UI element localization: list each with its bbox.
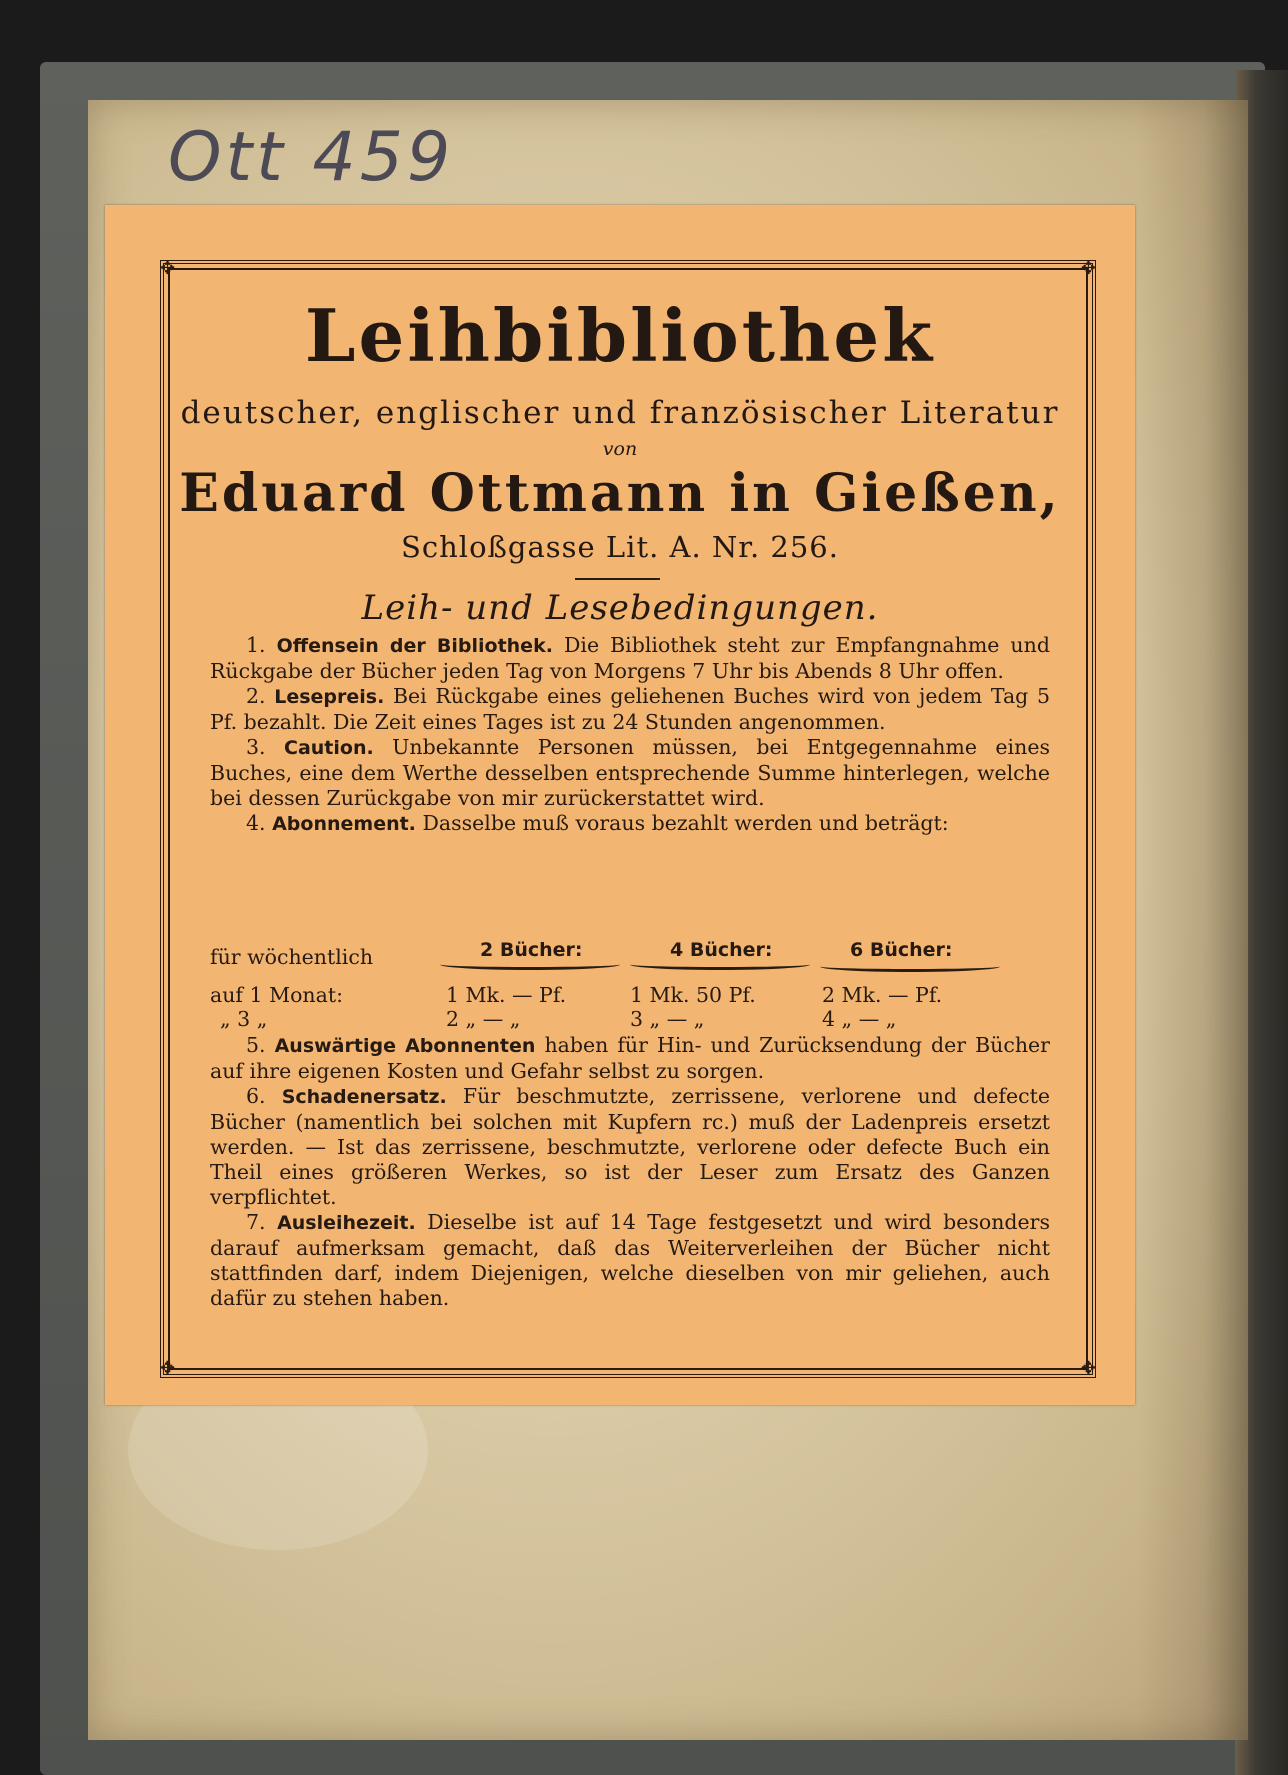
price-cell: 4 „ — „ — [822, 1007, 897, 1031]
label-subtitle: deutscher, englischer und französischer Literatur — [180, 395, 1060, 431]
handwritten-shelfmark: Ott 459 — [168, 118, 455, 197]
divider — [575, 578, 660, 580]
condition-paragraph: 4. Abonnement. Dasselbe muß voraus bezahlt werden und beträgt: — [246, 811, 949, 835]
price-cell: 2 „ — „ — [446, 1007, 521, 1031]
price-row-label: für wöchentlich — [210, 945, 374, 969]
price-cell: 3 „ — „ — [630, 1007, 705, 1031]
condition-paragraph: 7. Ausleihezeit. Dieselbe ist auf 14 Tage festgesetzt und wird besonders darauf aufmerksam gemacht, daß das Weiterverleihen der Bücher nicht stattfinden darf, indem Diejenigen, welche dieselben von mir geliehen, auch dafür zu stehen haben. — [210, 1210, 1050, 1310]
conditions-part-2 — [210, 1033, 1050, 1311]
price-cell: 1 Mk. 50 Pf. — [630, 983, 756, 1007]
condition-paragraph: 5. Auswärtige Abonnenten haben für Hin- und Zurücksendung der Bücher auf ihre eigenen Kosten und Gefahr selbst zu sorgen. — [210, 1033, 1050, 1083]
label-address: Schloßgasse Lit. A. Nr. 256. — [401, 530, 839, 564]
corner-ornament-icon: ✥ — [1080, 1358, 1096, 1379]
column-flourish — [440, 959, 620, 970]
corner-ornament-icon: ✥ — [160, 1358, 176, 1379]
corner-ornament-icon: ✥ — [1080, 258, 1096, 279]
label-von: von — [602, 438, 638, 460]
conditions-part-1 — [210, 633, 1050, 837]
condition-paragraph: 6. Schadenersatz. Für beschmutzte, zerrissene, verlorene und defecte Bücher (namentlich bei solchen mit Kupfern rc.) muß der Ladenpreis ersetzt werden. — Ist das zerrissene, beschmutzte, verlorene oder defecte Buch ein Theil eines größeren Werkes, so ist der Leser zum Ersatz des Ganzen verpflichtet. — [210, 1084, 1050, 1209]
price-column-header: 4 Bücher: — [670, 939, 773, 961]
price-row-label: auf 1 Monat: — [210, 983, 343, 1007]
condition-paragraph: 3. Caution. Unbekannte Personen müssen, bei Entgegennahme eines Buches, eine dem Werthe desselben entsprechende Summe hinterlegen, welche bei dessen Zurückgabe von mir zurückerstattet wird. — [210, 735, 1050, 810]
corner-ornament-icon: ✥ — [160, 258, 176, 279]
price-column-header: 6 Bücher: — [850, 939, 953, 961]
label-title: Leihbibliothek — [304, 293, 936, 378]
column-flourish — [820, 961, 1000, 972]
price-cell: 2 Mk. — Pf. — [822, 983, 943, 1007]
library-label — [105, 205, 1135, 1405]
price-cell: 1 Mk. — Pf. — [446, 983, 567, 1007]
condition-paragraph: 2. Lesepreis. Bei Rückgabe eines geliehenen Buches wird von jedem Tag 5 Pf. bezahlt. Die Zeit eines Tages ist zu 24 Stunden angenommen. — [210, 684, 1050, 734]
price-column-header: 2 Bücher: — [480, 939, 583, 961]
price-row-label: „ 3 „ — [220, 1007, 268, 1031]
condition-paragraph: 1. Offensein der Bibliothek. Die Bibliothek steht zur Empfangnahme und Rückgabe der Bücher jeden Tag von Morgens 7 Uhr bis Abends 8 Uhr offen. — [210, 633, 1050, 683]
conditions-heading: Leih- und Lesebedingungen. — [361, 588, 879, 628]
price-table — [210, 939, 1050, 1035]
label-owner: Eduard Ottmann in Gießen, — [179, 463, 1061, 524]
column-flourish — [630, 959, 810, 970]
